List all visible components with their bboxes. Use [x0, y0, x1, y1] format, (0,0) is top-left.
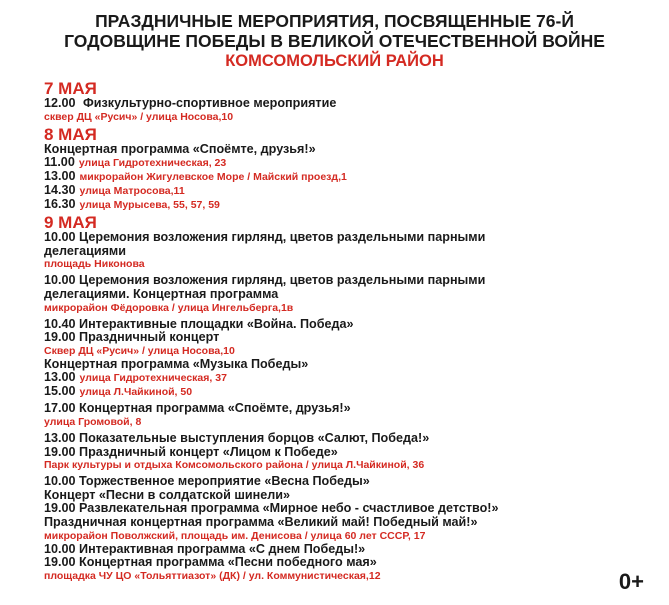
page-title-line-1: ПРАЗДНИЧНЫЕ МЕРОПРИЯТИЯ, ПОСВЯЩЕННЫЕ 76-Й: [95, 11, 574, 31]
event-line: 10.00 Торжественное мероприятие «Весна Победы»: [44, 474, 370, 489]
event-location: улица Гидротехническая, 37: [79, 372, 227, 385]
event-location: микрорайон Жигулевское Море / Майский проезд,1: [79, 171, 347, 184]
event-location: микрорайон Фёдоровка / улица Ингельберга,1в: [44, 301, 294, 314]
event-line: Концерт «Песни в солдатской шинели»: [44, 487, 290, 502]
district-subtitle: КОМСОМОЛЬСКИЙ РАЙОН: [225, 52, 444, 70]
event-line: 10.40 Интерактивные площадки «Война. Победа»: [44, 316, 354, 331]
event-line: делегациями. Концертная программа: [44, 286, 279, 301]
event-line: 10.00 Церемония возложения гирлянд, цветов раздельными парными: [44, 230, 486, 245]
event-line: 13.00 Показательные выступления борцов «Салют, Победа!»: [44, 430, 430, 445]
event-time: 11.00: [44, 155, 75, 170]
event-time: 16.30: [44, 197, 76, 212]
event-line: [44, 184, 644, 198]
event-location: площадка ЧУ ЦО «Тольяттиазот» (ДК) / ул. Коммунистическая,12: [44, 569, 381, 582]
event-line: Праздничная концертная программа «Великий май! Победный май!»: [44, 514, 478, 529]
event-line: 10.00 Церемония возложения гирлянд, цветов раздельными парными: [44, 273, 486, 288]
event-location: микрорайон Поволжский, площадь им. Денисова / улица 60 лет СССР, 17: [44, 529, 426, 542]
event-line: 19.00 Развлекательная программа «Мирное небо - счастливое детство!»: [44, 501, 499, 516]
event-time: 12.00: [44, 96, 76, 110]
event-time: 13.00: [44, 169, 76, 184]
event-time: 15.00: [44, 384, 76, 399]
event-time: 13.00: [44, 370, 76, 385]
event-location: улица Матросова,11: [79, 185, 185, 198]
date-heading-may9: 9 МАЯ: [44, 213, 97, 233]
event-line: 19.00 Концертная программа «Песни победного мая»: [44, 555, 377, 570]
event-title: Концертная программа «Споёмте, друзья!»: [44, 141, 316, 156]
date-heading-may7: 7 МАЯ: [44, 79, 97, 98]
event-line: 19.00 Праздничный концерт «Лицом к Победе»: [44, 444, 338, 459]
date-heading-may8: 8 МАЯ: [44, 124, 97, 144]
event-line: [44, 156, 644, 170]
event-location: Сквер ДЦ «Русич» / улица Носова,10: [44, 344, 235, 357]
event-location: улица Гидротехническая, 23: [78, 157, 227, 170]
event-line: [44, 97, 644, 111]
event-time: 14.30: [44, 183, 76, 198]
event-title: Физкультурно-спортивное мероприятие: [83, 96, 337, 110]
event-line: делегациями: [44, 243, 126, 258]
event-title: Концертная программа «Музыка Победы»: [44, 356, 309, 371]
event-location: улица Громовой, 8: [44, 415, 142, 428]
event-line: 10.00 Интерактивная программа «С днем Победы!»: [44, 541, 366, 556]
event-location: площадь Никонова: [44, 258, 145, 271]
event-location: Парк культуры и отдыха Комсомольского района / улица Л.Чайкиной, 36: [44, 459, 425, 472]
age-rating-badge: 0+: [618, 569, 644, 594]
event-line: 19.00 Праздничный концерт: [44, 330, 220, 345]
event-location: сквер ДЦ «Русич» / улица Носова,10: [44, 110, 234, 123]
event-line: 17.00 Концертная программа «Споёмте, друзья!»: [44, 401, 351, 416]
event-line: [44, 198, 644, 212]
schedule: [44, 78, 644, 583]
event-line: [44, 170, 644, 184]
event-line: [44, 371, 644, 385]
event-location: улица Мурысева, 55, 57, 59: [79, 199, 220, 212]
page-title-line-2: ГОДОВЩИНЕ ПОБЕДЫ В ВЕЛИКОЙ ОТЕЧЕСТВЕННОЙ ВОЙНЕ: [64, 31, 605, 51]
event-location: улица Л.Чайкиной, 50: [79, 386, 193, 399]
event-line: [44, 385, 644, 399]
